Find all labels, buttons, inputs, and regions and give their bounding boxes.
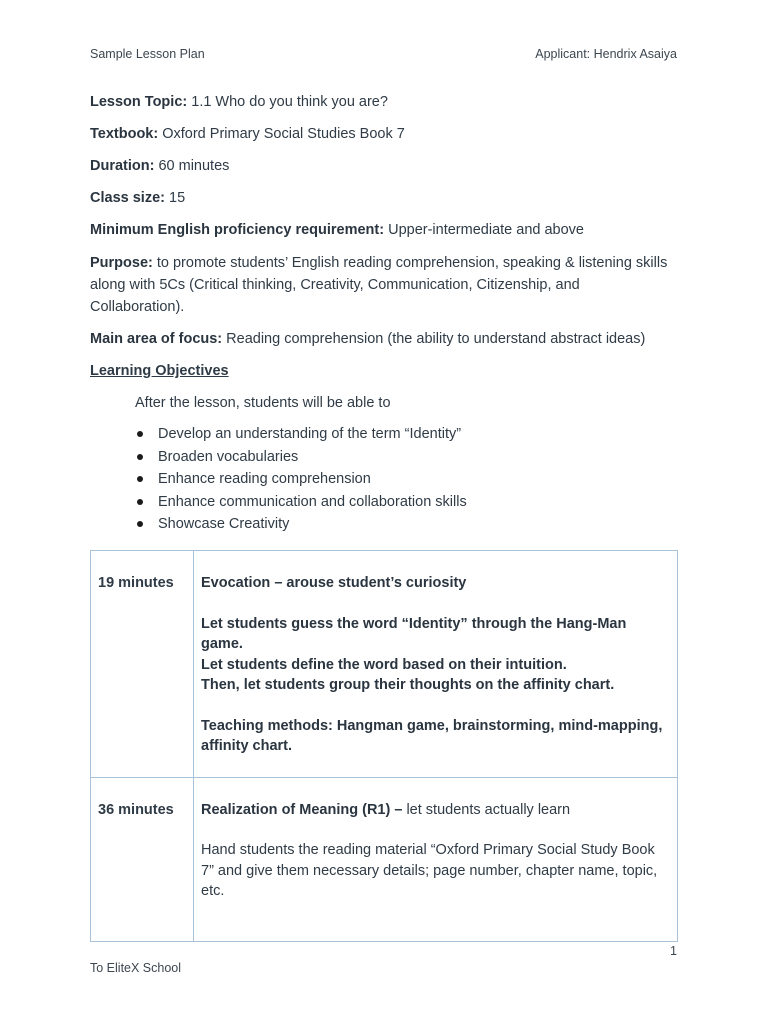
main-focus	[90, 329, 678, 350]
activity-step: Let students guess the word “Identity” through the Hang-Man game.	[201, 615, 627, 652]
purpose	[90, 252, 678, 318]
header-title: Sample Lesson Plan	[90, 47, 205, 61]
textbook-value: Oxford Primary Social Studies Book 7	[162, 126, 405, 142]
activity-step: Let students define the word based on their intuition.	[201, 656, 567, 673]
list-item: Showcase Creativity	[158, 513, 678, 536]
objectives-list	[90, 423, 678, 536]
main-focus-label: Main area of focus:	[90, 331, 223, 347]
list-item: Enhance reading comprehension	[158, 468, 678, 491]
list-item: Broaden vocabularies	[158, 446, 678, 469]
footer-text: To EliteX School	[90, 961, 182, 975]
objectives-intro: After the lesson, students will be able to	[135, 395, 391, 411]
duration-cell: 36 minutes	[91, 777, 194, 941]
lesson-topic-label: Lesson Topic:	[90, 94, 188, 110]
textbook	[90, 124, 678, 145]
list-item: Develop an understanding of the term “Identity”	[158, 423, 678, 446]
duration	[90, 156, 678, 177]
learning-objectives-title: Learning Objectives	[90, 363, 229, 379]
activity-heading-bold: Realization of Meaning (R1) –	[201, 801, 403, 818]
table-row	[91, 551, 678, 778]
textbook-label: Textbook:	[90, 126, 159, 142]
teaching-methods: Teaching methods: Hangman game, brainstorming, mind-mapping, affinity chart.	[201, 717, 663, 754]
class-size-label: Class size:	[90, 190, 165, 206]
lesson-topic	[90, 92, 678, 113]
duration-label: Duration:	[90, 158, 155, 174]
english-requirement-value: Upper-intermediate and above	[388, 222, 584, 238]
class-size-value: 15	[169, 190, 186, 206]
activity-text: Hand students the reading material “Oxford Primary Social Study Book 7” and give them necessary details; page number, chapter name, topic, etc.	[201, 842, 658, 899]
english-requirement-label: Minimum English proficiency requirement:	[90, 222, 385, 238]
purpose-value: to promote students’ English reading comprehension, speaking & listening skills along with 5Cs (Critical thinking, Creativity, Communication, Citizenship, and Collaboration).	[90, 255, 668, 315]
activity-cell	[194, 777, 678, 941]
duration-cell: 19 minutes	[91, 551, 194, 778]
activity-cell	[194, 551, 678, 778]
activity-heading	[201, 800, 667, 821]
purpose-label: Purpose:	[90, 255, 153, 271]
main-focus-value: Reading comprehension (the ability to understand abstract ideas)	[226, 331, 646, 347]
document-body	[90, 92, 678, 547]
activity-steps	[201, 614, 667, 696]
activity-step: Then, let students group their thoughts on the affinity chart.	[201, 677, 615, 693]
lesson-plan-table	[90, 550, 678, 942]
activity-heading: Evocation – arouse student’s curiosity	[201, 575, 467, 591]
duration-value: 60 minutes	[158, 158, 230, 174]
class-size	[90, 188, 678, 209]
table-row	[91, 777, 678, 941]
list-item: Enhance communication and collaboration skills	[158, 491, 678, 514]
activity-heading-rest: let students actually learn	[406, 801, 571, 818]
header-applicant: Applicant: Hendrix Asaiya	[535, 47, 677, 61]
page-number: 1	[670, 944, 677, 958]
english-requirement	[90, 220, 678, 241]
lesson-topic-value: 1.1 Who do you think you are?	[191, 94, 388, 110]
